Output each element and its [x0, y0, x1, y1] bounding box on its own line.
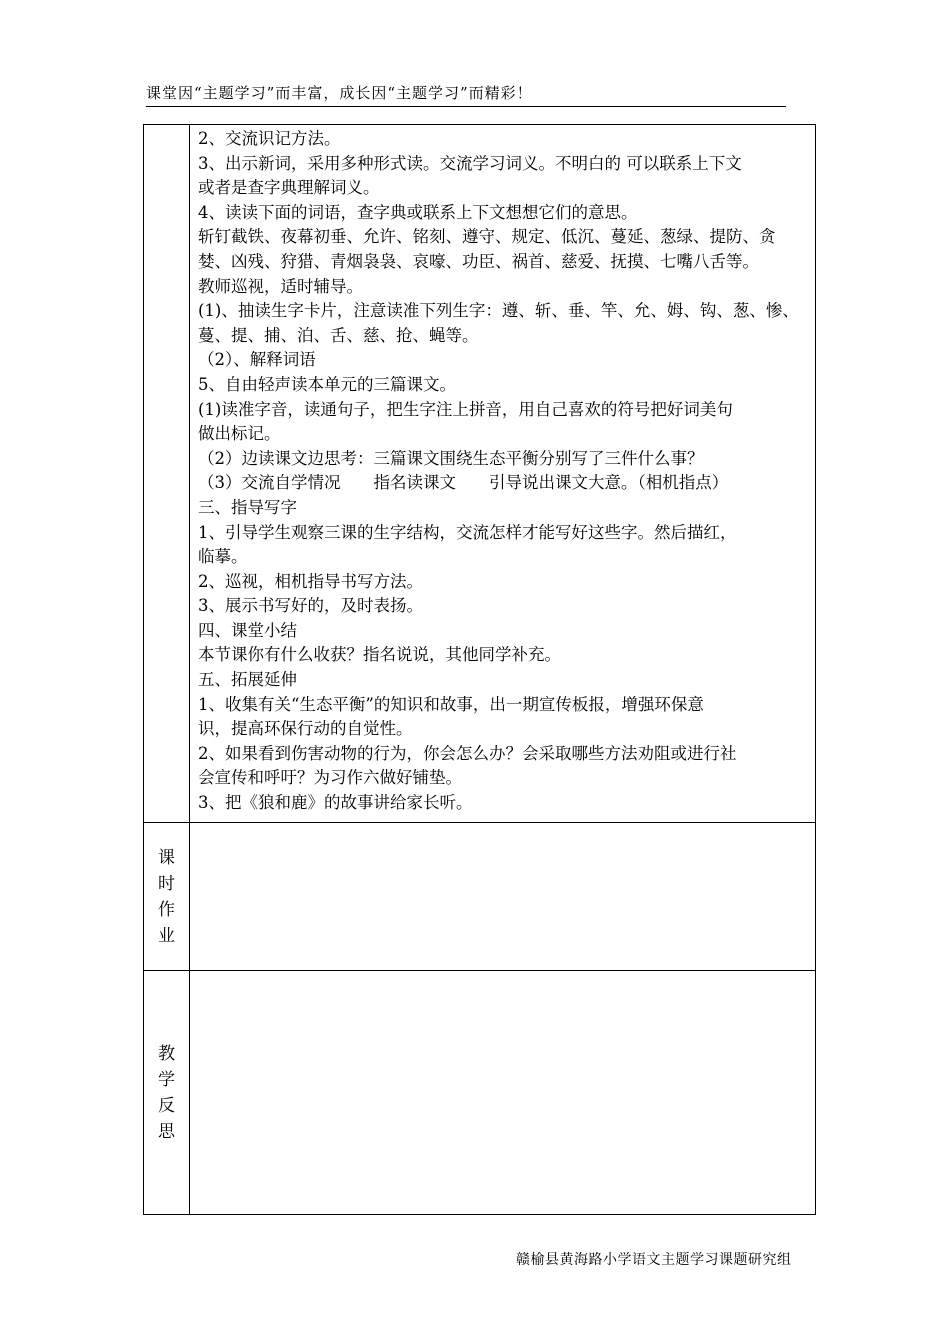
content-line: 斩钉截铁、夜幕初垂、允许、铭刻、遵守、规定、低沉、蔓延、葱绿、提防、贪 [198, 227, 776, 247]
content-line: 或者是查字典理解词义。 [198, 178, 380, 198]
teaching-process-row [144, 125, 816, 823]
reflection-label: 教学反思 [158, 1043, 175, 1142]
content-line: 5、自由轻声读本单元的三篇课文。 [198, 374, 456, 394]
page-footer: 赣榆县黄海路小学语文主题学习课题研究组 [516, 1252, 792, 1268]
content-line: 本节课你有什么收获？指名说说，其他同学补充。 [198, 645, 561, 665]
content-line: 3、出示新词，采用多种形式读。交流学习词义。不明白的 可以联系上下文 [198, 153, 742, 173]
content-line: 婪、凶残、狩猎、青烟袅袅、哀嚎、功臣、祸首、慈爱、抚摸、七嘴八舌等。 [198, 251, 759, 271]
process-label-cell [144, 125, 190, 823]
content-line: 教师巡视，适时辅导。 [198, 276, 363, 296]
reflection-content-cell [190, 971, 816, 1215]
homework-label: 课时作业 [158, 847, 175, 946]
reflection-row [144, 971, 816, 1215]
content-line: 会宣传和呼吁？为习作六做好铺垫。 [198, 768, 462, 788]
content-line: 3、展示书写好的，及时表扬。 [198, 596, 423, 616]
page-header: 课堂因“主题学习”而丰富，成长因“主题学习”而精彩！ [146, 82, 786, 107]
content-line: （3）交流自学情况 指名读课文 引导说出课文大意。（相机指点） [198, 473, 729, 493]
content-line: 3、把《狼和鹿》的故事讲给家长听。 [198, 793, 473, 813]
reflection-label-cell [144, 971, 190, 1215]
content-line: 三、指导写字 [198, 497, 297, 517]
content-line: (1)、抽读生字卡片，注意读准下列生字：遵、斩、垂、竿、允、姆、钩、葱、惨、 [198, 301, 799, 321]
content-line: 2、交流识记方法。 [198, 129, 341, 148]
content-line: 四、课堂小结 [198, 620, 297, 640]
process-content-cell [190, 125, 816, 823]
content-line: 2、巡视，相机指导书写方法。 [198, 571, 423, 591]
content-line: 做出标记。 [198, 424, 281, 444]
content-line: 识，提高环保行动的自觉性。 [198, 719, 413, 739]
content-line: 2、如果看到伤害动物的行为，你会怎么办？会采取哪些方法劝阻或进行社 [198, 743, 737, 763]
content-line: 1、引导学生观察三课的生字结构，交流怎样才能写好这些字。然后描红， [198, 522, 737, 542]
content-line: （2）、解释词语 [198, 350, 316, 370]
content-line: (1)读准字音，读通句子，把生字注上拼音，用自己喜欢的符号把好词美句 [198, 399, 733, 419]
content-line: 1、收集有关“生态平衡”的知识和故事，出一期宣传板报，增强环保意 [198, 694, 704, 714]
homework-row [144, 823, 816, 971]
content-line: 蔓、提、捕、泊、舌、慈、抢、蝇等。 [198, 325, 479, 345]
content-line: 五、拓展延伸 [198, 670, 297, 690]
homework-label-cell [144, 823, 190, 971]
content-line: （2）边读课文边思考：三篇课文围绕生态平衡分别写了三件什么事？ [198, 448, 704, 468]
lesson-plan-table [143, 124, 816, 1215]
homework-content-cell [190, 823, 816, 971]
content-line: 4、读读下面的词语，查字典或联系上下文想想它们的意思。 [198, 202, 638, 222]
process-text [198, 127, 809, 816]
content-line: 临摹。 [198, 547, 248, 567]
